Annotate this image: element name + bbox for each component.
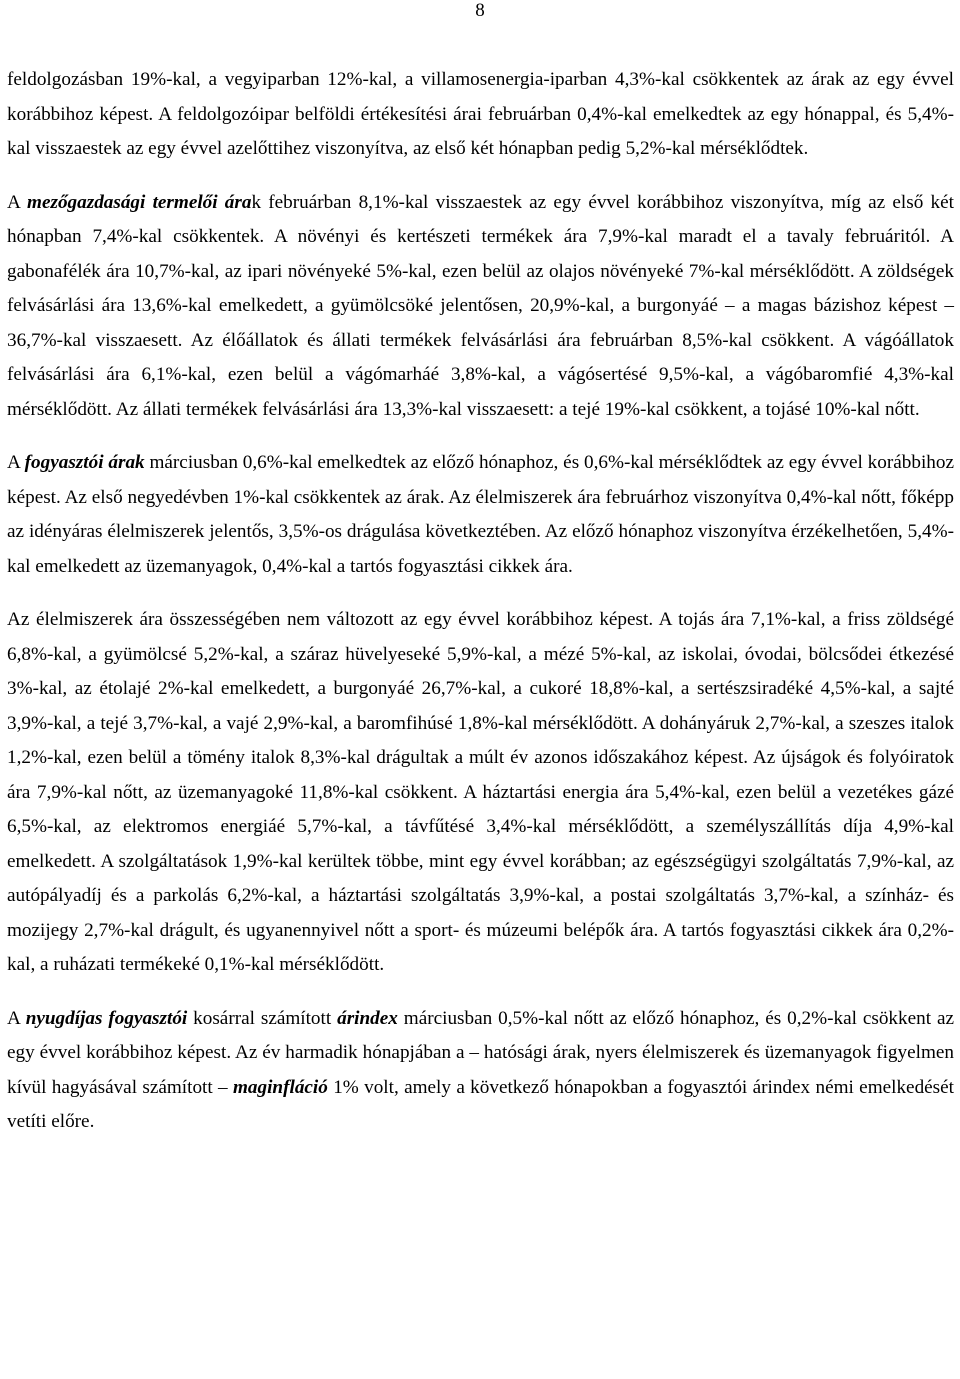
paragraph-text: Az élelmiszerek ára összességében nem változott az egy évvel korábbihoz képest. A tojás ára 7,1%-kal, a friss zöldségé 6,8%-kal, a gyümölcsé 5,2%-kal, a száraz hüvelyeseké 5,9%-kal, a mézé 5%-kal, az iskolai, óvodai, bölcsődei étkezésé 3%-kal, az étolajé 2%-kal emelkedett, a burgonyáé 26,7%-kal, a cukoré 18,8%-kal, a sertészsiradéké 4,5%-kal, a sajté 3,9%-kal, a tejé 3,7%-kal, a vajé 2,9%-kal, a baromfihúsé 1,8%-kal mérséklődött. A dohányáruk 2,7%-kal, a szeszes italok 1,2%-kal, ezen belül a tömény italok 8,3%-kal drágultak a múlt év azonos időszakához képest. Az újságok és folyóiratok ára 7,9%-kal nőtt, az üzemanyagoké 11,8%-kal csökkent. A háztartási energia ára 5,4%-kal, ezen belül a vezetékes gázé 6,5%-kal, az elektromos energiáé 5,7%-kal, a távfűtésé 3,4%-kal mérséklődött, a személyszállítás díja 4,9%-kal emelkedett. A szolgáltatások 1,9%-kal kerültek többe, mint egy évvel korábban; az egészségügyi szolgáltatás 7,9%-kal, az autópályadíj és a parkolás 6,2%-kal, a háztartási szolgáltatás 3,9%-kal, a postai szolgáltatás 3,7%-kal, a színház- és mozijegy 2,7%-kal drágult, és ugyanennyivel nőtt a sport- és múzeumi belépők ára. A tartós fogyasztási cikkek ára 0,2%-kal, a ruházati termékeké 0,1%-kal mérséklődött. xyxy=(7,609,954,975)
paragraph-text: k februárban 8,1%-kal visszaestek az egy évvel korábbihoz viszonyítva, míg az első két hónapban 7,4%-kal csökkentek. A növényi és kertészeti termékek ára 7,9%-kal maradt el a tavaly februáritól. A gabonafélék ára 10,7%-kal, az ipari növényeké 5%-kal, ezen belül az olajos növényeké 7%-kal mérséklődött. A zöldségek felvásárlási ára 13,6%-kal emelkedett, a gyümölcsöké jelentősen, 20,9%-kal, a burgonyáé – a magas bázishoz képest – 36,7%-kal visszaesett. Az élőállatok és állati termékek felvásárlási ára februárban 8,5%-kal csökkent. A vágóállatok felvásárlási ára 6,1%-kal, ezen belül a vágómarháé 3,8%-kal, a vágósertésé 9,5%-kal, a vágóbaromfié 4,3%-kal mérséklődött. Az állati termékek felvásárlási ára 13,3%-kal visszaesett: a tejé 19%-kal csökkent, a tojásé 10%-kal nőtt. xyxy=(7,191,954,420)
emphasis-term: mezőgazdasági termelői ára xyxy=(27,191,252,213)
document-body xyxy=(7,63,954,1140)
paragraph-text: kosárral számított xyxy=(187,1007,338,1029)
paragraph-agricultural-prices xyxy=(7,186,954,428)
paragraph-text: márciusban 0,6%-kal emelkedtek az előző hónaphoz, és 0,6%-kal mérséklődtek az egy évvel korábbihoz képest. Az első negyedévben 1%-kal csökkentek az árak. Az élelmiszerek ára februárhoz viszonyítva 0,4%-kal nőtt, főképp az idényáras élelmiszerek jelentős, 3,5%-os drágulása következtében. Az előző hónaphoz viszonyítva érzékelhetően, 5,4%-kal emelkedett az üzemanyagok, 0,4%-kal a tartós fogyasztási cikkek ára. xyxy=(7,452,954,577)
emphasis-term: fogyasztói árak xyxy=(24,452,145,473)
paragraph-text: márciusban 0,5%-kal nőtt az előző hónaphoz, és 0,2%-kal csökkent az egy évvel korábbihoz képest. Az év harmadik hónapjában a – hatósági árak, nyers élelmiszerek és üzemanyagok figyelmen kívül hagyásával számított – xyxy=(7,1007,954,1098)
emphasis-term: maginfláció xyxy=(232,1076,328,1098)
emphasis-term: árindex xyxy=(337,1007,398,1029)
paragraph-text: feldolgozásban 19%-kal, a vegyiparban 12%-kal, a villamosenergia-iparban 4,3%-kal csökkentek az árak az egy évvel korábbihoz képest. A feldolgozóipar belföldi értékesítési árai februárban 0,4%-kal emelkedtek az egy hónappal, és 5,4%-kal visszaestek az egy évvel azelőttihez viszonyítva, az első két hónapban pedig 5,2%-kal mérséklődtek. xyxy=(7,69,954,159)
paragraph-text: A xyxy=(7,1007,26,1029)
paragraph-text: 1% volt, amely a következő hónapokban a fogyasztói árindex némi emelkedését vetíti előre. xyxy=(7,1076,955,1132)
paragraph-consumer-prices xyxy=(7,446,954,584)
paragraph-food-prices xyxy=(7,603,954,983)
emphasis-term: nyugdíjas fogyasztói xyxy=(25,1007,188,1029)
paragraph-text: A xyxy=(7,191,28,213)
paragraph-text: A xyxy=(7,452,25,473)
paragraph-manufacturing-prices xyxy=(7,63,954,167)
page-number: 8 xyxy=(475,0,485,21)
paragraph-pensioner-index xyxy=(7,1002,954,1140)
